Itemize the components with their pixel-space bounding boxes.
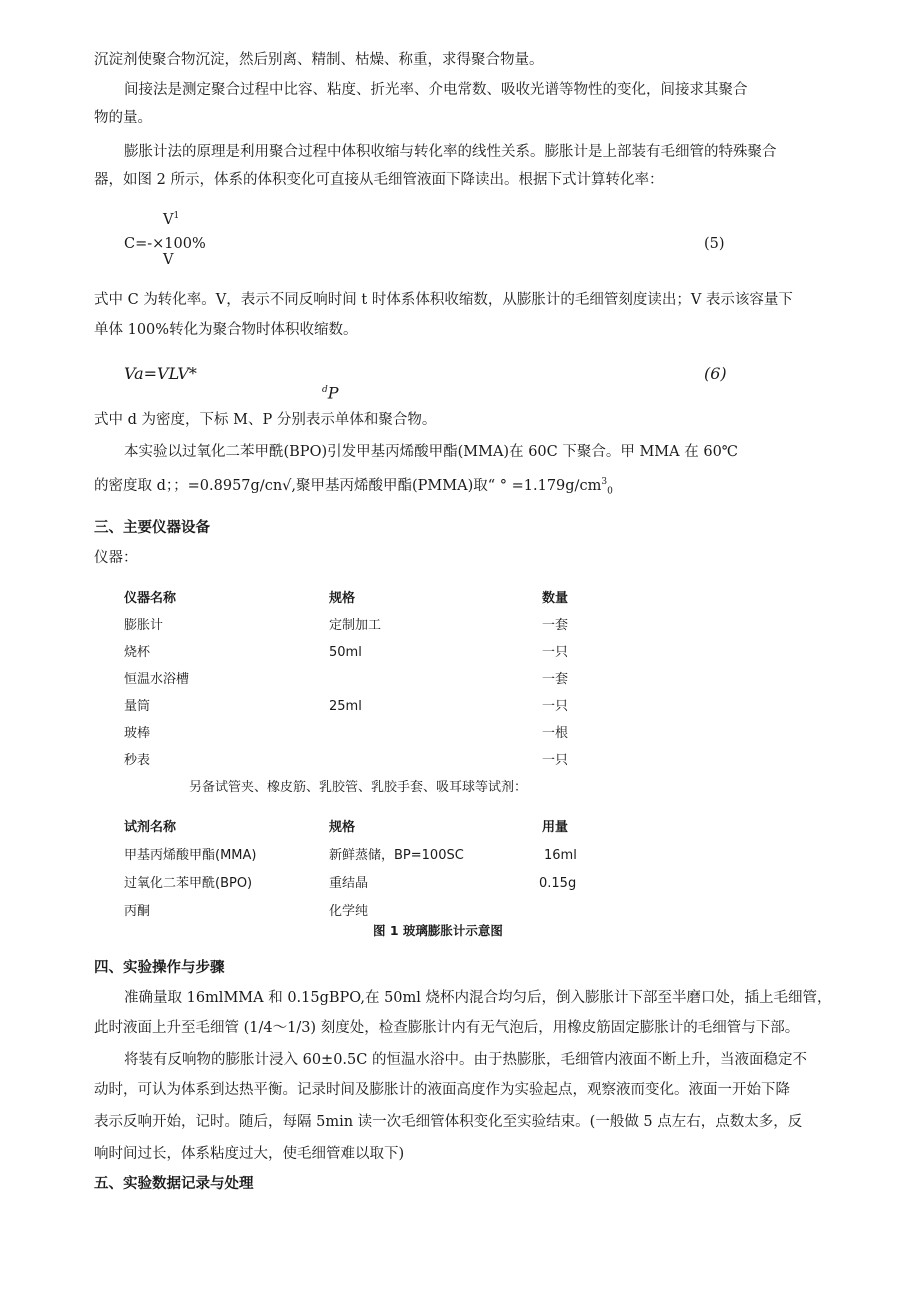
reagents-header-name: 试剂名称: [124, 820, 177, 835]
instruments-header-spec: 规格: [329, 591, 356, 606]
formula6-label: (6): [704, 364, 727, 383]
paragraph-experiment-line2: 的密度取 d；；=0.8957g∕cn√,聚甲基丙烯酸甲酯(PMMA)取“ ° $=1.179g∕cm^3_0$: [94, 477, 613, 497]
table-cell: 一只: [542, 699, 569, 714]
formula6-second: $^d$P: [322, 383, 339, 403]
formula6-body: Va=VLV*: [124, 364, 197, 383]
instruments-note: 另备试管夹、橡皮筋、乳胶管、乳胶手套、吸耳球等试剂：: [189, 780, 528, 795]
paragraph-conversion-line1: 式中 C 为转化率。V，表示不同反响时间 t 时体系体积收缩数，从膨胀计的毛细管刻度读出；V 表示该容量下: [94, 292, 793, 308]
paragraph-indirect-line2: 物的量。: [94, 110, 152, 126]
paragraph-dilatometer-line1: 膨胀计法的原理是利用聚合过程中体积收缩与转化率的线性关系。膨胀计是上部装有毛细管的特殊聚合: [124, 144, 777, 160]
section4-p2-line4: 响时间过长，体系粘度过大，使毛细管难以取下): [94, 1146, 405, 1162]
section4-p2-line2: 动时，可认为体系到达热平衡。记录时间及膨胀计的液面高度作为实验起点，观察液而变化。液面一开始下降: [94, 1082, 790, 1098]
table-cell: 化学纯: [329, 904, 369, 919]
table-cell: 定制加工: [329, 618, 382, 633]
table-cell: 膨胀计: [124, 618, 164, 633]
instruments-header-qty: 数量: [542, 591, 569, 606]
table-cell: 量筒: [124, 699, 151, 714]
section4-p2-line1: 将装有反响物的膨胀计浸入 60±0.5C 的恒温水浴中。由于热膨胀，毛细管内液面不断上升，当液面稳定不: [124, 1052, 807, 1068]
table-cell: 50ml: [329, 645, 362, 660]
paragraph-conversion-line2: 单体 100%转化为聚合物时体积收缩数。: [94, 322, 358, 338]
table-cell: 一套: [542, 618, 569, 633]
table-cell: 甲基丙烯酸甲酯(MMA): [124, 848, 257, 863]
instruments-header-name: 仪器名称: [124, 591, 177, 606]
table-cell: 恒温水浴槽: [124, 672, 190, 687]
section4-heading: 四、实验操作与步骤: [94, 960, 225, 976]
reagents-header-amount: 用量: [542, 820, 569, 835]
table-cell: 新鲜蒸储，BP=100SC: [329, 848, 464, 863]
table-cell: 丙酮: [124, 904, 151, 919]
paragraph-dilatometer-line2: 器，如图 2 所示，体系的体积变化可直接从毛细管液面下降读出。根据下式计算转化率：: [94, 172, 664, 188]
table-cell: 16ml: [544, 848, 577, 863]
section3-heading: 三、主要仪器设备: [94, 520, 210, 536]
table-cell: 一只: [542, 753, 569, 768]
table-cell: 重结晶: [329, 876, 369, 891]
table-cell: 一只: [542, 645, 569, 660]
formula5-label: (5): [704, 236, 725, 252]
table-cell: 烧杯: [124, 645, 151, 660]
figure-caption: 图 1 玻璃膨胀计示意图: [373, 923, 503, 938]
table-cell: 一套: [542, 672, 569, 687]
reagents-header-spec: 规格: [329, 820, 356, 835]
section5-heading: 五、实验数据记录与处理: [94, 1176, 254, 1192]
formula5-body: C=-×100%: [124, 236, 206, 252]
table-cell: 25ml: [329, 699, 362, 714]
table-cell: 一根: [542, 726, 569, 741]
section4-p1-line1: 准确量取 16mlMMA 和 0.15gBPO,在 50ml 烧杯内混合均匀后，倒入膨胀计下部至半磨口处，插上毛细管，: [124, 990, 832, 1006]
section4-p1-line2: 此时液面上升至毛细管 (1/4～1/3) 刻度处，检查膨胀计内有无气泡后，用橡皮筋固定膨胀计的毛细管与下部。: [94, 1020, 800, 1036]
paragraph-density-def: 式中 d 为密度，下标 M、P 分别表示单体和聚合物。: [94, 412, 437, 428]
paragraph-indirect-line1: 间接法是测定聚合过程中比容、粘度、折光率、介电常数、吸收光谱等物性的变化，间接求其聚合: [124, 82, 748, 98]
table-cell: 秒表: [124, 753, 151, 768]
formula5-numerator: $V^1$: [163, 211, 180, 228]
paragraph-precipitation: 沉淀剂使聚合物沉淀，然后别离、精制、枯燥、称重，求得聚合物量。: [94, 52, 544, 68]
section4-p2-line3: 表示反响开始，记时。随后，每隔 5min 读一次毛细管体积变化至实验结束。(一般做 5 点左右，点数太多，反: [94, 1114, 803, 1130]
section3-intro: 仪器：: [94, 550, 138, 566]
table-cell: 玻棒: [124, 726, 151, 741]
paragraph-experiment-line1: 本实验以过氧化二苯甲酰(BPO)引发甲基丙烯酸甲酯(MMA)在 60C 下聚合。甲 MMA 在 60℃: [124, 444, 739, 460]
table-cell: 0.15g: [539, 876, 577, 891]
table-cell: 过氧化二苯甲酰(BPO): [124, 876, 253, 891]
formula5-denominator: V: [163, 252, 174, 268]
